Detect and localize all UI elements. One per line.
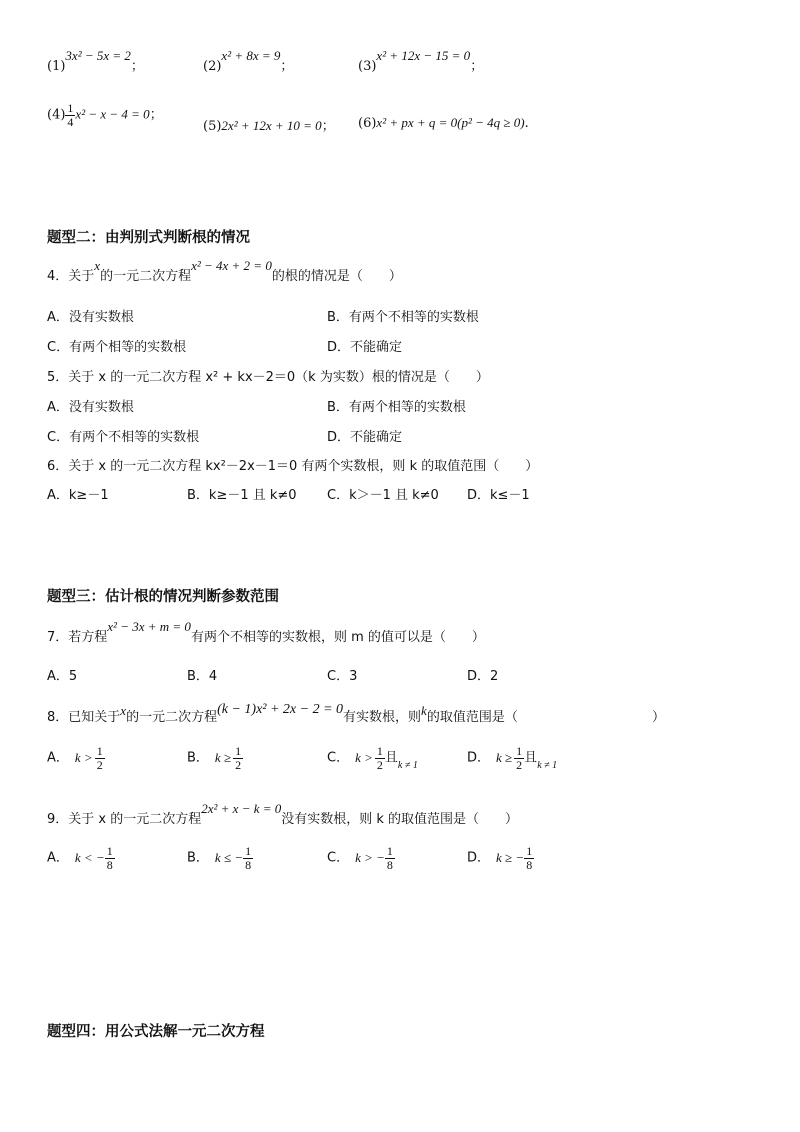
option-a: A． k > $\frac{1}{2}$ [47, 744, 103, 772]
option-b: B．有两个相等的实数根 [327, 400, 466, 415]
eq-expr: 3x² − 5x = 2 [65, 48, 131, 63]
option-c: C．有两个相等的实数根 [47, 340, 187, 355]
eq-label: (3) [358, 59, 377, 74]
option-a: A．k≥－1 [47, 488, 109, 503]
equation-5 [203, 115, 335, 134]
option-a: A．没有实数根 [47, 400, 134, 415]
option-b: B．4 [187, 669, 218, 684]
section-title: 题型四：用公式法解一元二次方程 [47, 1024, 265, 1040]
eq-punct: ； [470, 59, 484, 74]
option-b: B．k≥－1 且 k≠0 [187, 488, 297, 503]
answer-paren-close: ） [652, 710, 666, 725]
option-d: D．不能确定 [327, 430, 403, 445]
eq-punct: ； [149, 107, 163, 123]
option-c: C．k＞－1 且 k≠0 [327, 488, 439, 503]
eq-expr: x² − x − 4 = 0 [75, 106, 150, 122]
equation-2 [203, 48, 294, 74]
question-8: 8．已知关于x的一元二次方程(k − 1)x² + 2x − 2 = 0有实数根，则k的取值范围是（ [47, 702, 518, 725]
eq-expr: x² + 8x = 9 [221, 48, 281, 63]
equation-6 [358, 115, 529, 131]
option-a: A． k < − $\frac{1}{8}$ [47, 844, 113, 872]
eq-expr: x² + px + q = 0(p² − 4q ≥ 0) [376, 115, 525, 130]
option-b: B． k ≥ $\frac{1}{2}$ [187, 744, 242, 772]
option-b: B． k ≤ − $\frac{1}{8}$ [187, 844, 252, 872]
option-a: A．没有实数根 [47, 310, 134, 325]
option-d: D．2 [467, 669, 499, 684]
option-c: C． k > − $\frac{1}{8}$ [327, 844, 393, 872]
option-d: D． k ≥ $\frac{1}{2}$ 且$_{k \ne 1}$ [467, 744, 558, 772]
option-c: C．有两个不相等的实数根 [47, 430, 200, 445]
eq-label: (6) [358, 116, 377, 131]
eq-label: (1) [47, 59, 66, 74]
eq-expr: 2x² + 12x + 10 = 0 [221, 118, 322, 133]
question-5: 5．关于 x 的一元二次方程 x² + kx－2＝0（k 为实数）根的情况是（ ） [47, 370, 489, 385]
fraction: $\frac{1}{4}$ [67, 101, 74, 129]
question-6: 6．关于 x 的一元二次方程 kx²－2x－1＝0 有两个实数根，则 k 的取值范围（ ） [47, 459, 539, 474]
eq-punct: ； [321, 119, 335, 134]
eq-label: (5) [203, 119, 222, 134]
question-7: 7．若方程x² − 3x + m = 0有两个不相等的实数根，则 m 的值可以是（ ） [47, 619, 485, 645]
option-c: C． k > $\frac{1}{2}$ 且$_{k \ne 1}$ [327, 744, 418, 772]
equation-3 [358, 48, 484, 74]
section-title: 题型三：估计根的情况判断参数范围 [47, 589, 279, 605]
equation-4 [47, 102, 163, 128]
section-title: 题型二：由判别式判断根的情况 [47, 230, 250, 246]
eq-punct: . [524, 116, 529, 131]
question-9: 9．关于 x 的一元二次方程2x² + x − k = 0没有实数根，则 k 的取值范围是（ ） [47, 801, 519, 827]
option-a: A．5 [47, 669, 78, 684]
option-d: D．k≤－1 [467, 488, 530, 503]
equation-1 [47, 48, 144, 74]
eq-punct: ； [130, 59, 144, 74]
option-c: C．3 [327, 669, 358, 684]
eq-expr: x² + 12x − 15 = 0 [376, 48, 471, 63]
question-4: 4．关于x的一元二次方程x² − 4x + 2 = 0的根的情况是（ ） [47, 258, 402, 284]
option-b: B．有两个不相等的实数根 [327, 310, 479, 325]
eq-punct: ； [280, 59, 294, 74]
eq-label: (2) [203, 59, 222, 74]
option-d: D． k ≥ − $\frac{1}{8}$ [467, 844, 533, 872]
eq-label: (4) [47, 107, 66, 123]
option-d: D．不能确定 [327, 340, 403, 355]
